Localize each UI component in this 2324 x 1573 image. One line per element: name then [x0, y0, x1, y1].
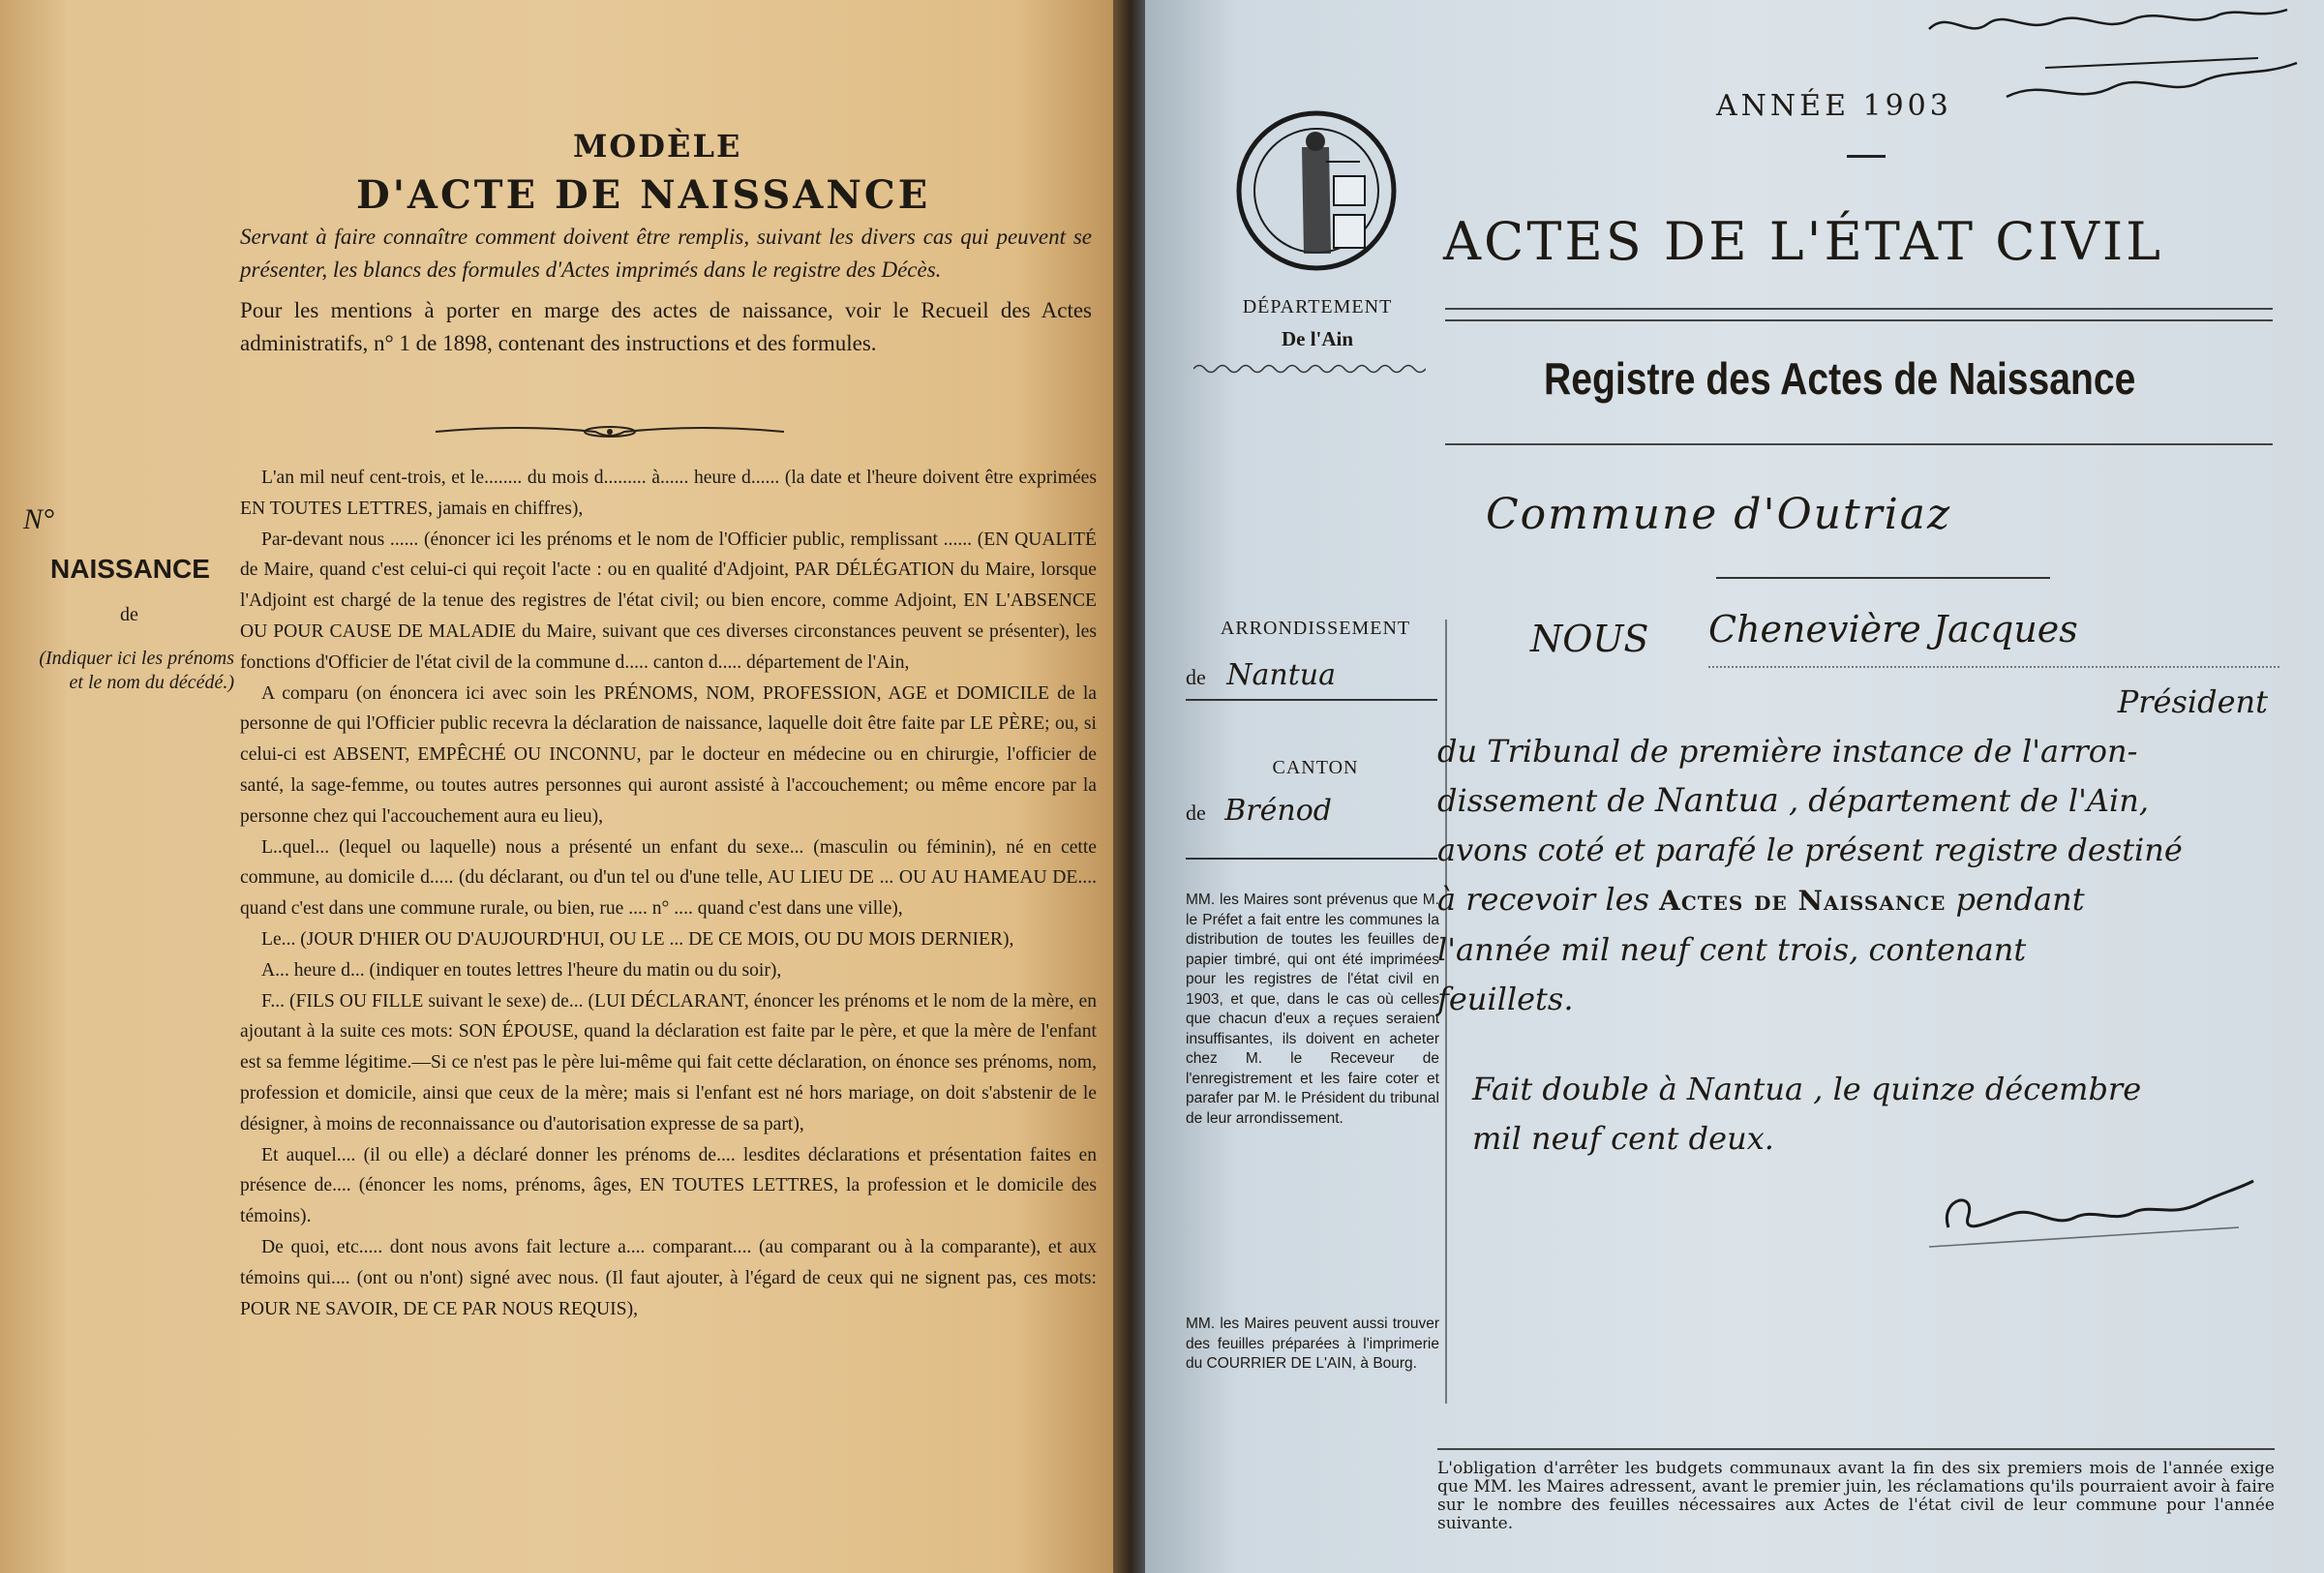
arrondissement-value: Nantua — [1226, 658, 1336, 692]
model-paragraph: L'an mil neuf cent-trois, et le........ du mois d......... à...... heure d...... (la date et l'heure doivent être exprimées EN TOUTES LETTRES, jamais en chiffres), — [240, 468, 1097, 519]
right-page — [1145, 0, 2324, 1573]
divider — [1445, 443, 2273, 445]
body-text: , département de l'Ain, — [1788, 782, 2150, 819]
top-handwritten-annotation — [1910, 0, 2316, 145]
footer-note: L'obligation d'arrêter les budgets communaux avant la fin des six premiers mois de l'année exige que MM. les Maires adressent, avant le premier juin, les réclamations qu'ils pourraient avoir à faire sur le nombre des feuilles nécessaires aux Actes de l'état civil de leur commune pour l'année suivante. — [1437, 1459, 2275, 1533]
main-title: ACTES DE L'ÉTAT CIVIL — [1443, 211, 2164, 272]
body-handwritten: Nantua — [1655, 781, 1779, 820]
model-paragraph: Et auquel.... (il ou elle) a déclaré donner les prénoms de.... lesdites déclarations et présentation faites en présence de.... (énoncer les noms, prénoms, âges, EN TOUTES LETTRES, la profession et le domicile des témoins). — [240, 1144, 1097, 1227]
margin-de-label: de — [120, 604, 138, 625]
arrondissement-field — [1186, 658, 1447, 692]
wave-divider-icon — [1193, 362, 1426, 376]
intro-paragraph-2: Pour les mentions à porter en marge des actes de naissance, voir le Recueil des Actes administratifs, n° 1 de 1898, contenant des instructions et des formules. — [240, 298, 1092, 355]
margin-naissance-label: NAISSANCE — [50, 554, 210, 584]
president-line: Président — [2117, 683, 2268, 720]
commune-name: Commune d'Outriaz — [1486, 490, 1952, 539]
arrondissement-label: ARRONDISSEMENT — [1220, 618, 1411, 639]
margin-instruction: (Indiquer ici les prénoms et le nom du décédé.) — [39, 648, 234, 693]
model-paragraph: Le... (JOUR D'HIER OU D'AUJOURD'HUI, OU LE ... DE CE MOIS, OU DU MOIS DERNIER), — [261, 928, 1014, 950]
model-title-line1: MODÈLE — [573, 128, 742, 165]
divider — [1186, 699, 1437, 701]
divider — [1186, 858, 1437, 860]
canton-value: Brénod — [1224, 794, 1332, 828]
model-paragraph: Par-devant nous ...... (énoncer ici les prénoms et le nom de l'Officier public, remplissant ...... (EN QUALITÉ de Maire, quand c'est celui-ci qui reçoit l'acte : ou en qualité d'Adjoint, PAR DÉLÉGATION du Maire, lorsque l'Adjoint est chargé de la tenue des registres de l'état civil; ou bien encore, comme Adjoint, EN L'ABSENCE OU POUR CAUSE DE MALADIE du Maire, suivant que ces diverses circonstances peuvent se présenter), les fonctions d'Officier de l'état civil de la commune d..... canton d..... département de l'Ain, — [240, 529, 1097, 673]
divider — [1847, 155, 1886, 158]
fait-place: Nantua — [1686, 1071, 1804, 1107]
divider — [1445, 319, 2273, 321]
nous-value: Chenevière Jacques — [1708, 608, 2078, 650]
body-text: dissement de — [1437, 782, 1645, 819]
maires-note-1: MM. les Maires sont prévenus que M. le Préfet a fait entre les communes la distribution de toutes les feuilles de papier timbré, qui ont été imprimées pour les registres de l'état civil en 1903, et que, dans le cas où celles que chacun d'eux a reçues seraient insuffisantes, ils doivent en acheter chez M. le Receveur de l'enregistrement et les faire coter et parafer par M. le Président du tribunal de leur arrondissement. — [1186, 892, 1439, 1127]
body-smallcaps: Actes de Naissance — [1659, 885, 1947, 917]
president-signature — [1910, 1160, 2258, 1256]
fait-date: , le quinze décembre — [1813, 1071, 2142, 1107]
year-heading: ANNÉE 1903 — [1716, 89, 1952, 123]
divider — [1437, 1448, 2275, 1450]
divider — [1716, 577, 2050, 579]
departement-label: DÉPARTEMENT — [1242, 296, 1393, 318]
body-text: pendant — [1955, 881, 2085, 918]
divider — [1708, 666, 2279, 668]
model-paragraph: De quoi, etc..... dont nous avons fait lecture a.... comparant.... (au comparant ou à la comparante), et aux témoins qui.... (ont ou n'ont) signé avec nous. (Il faut ajouter, à l'égard de ceux qui ne signent pas, ces mots: POUR NE SAVOIR, DE CE PAR NOUS REQUIS), — [240, 1236, 1097, 1319]
body-line: feuillets. — [1437, 981, 1574, 1017]
canton-label: CANTON — [1272, 757, 1359, 778]
fait-double-block — [1472, 1065, 2268, 1164]
registre-body — [1437, 678, 2268, 1024]
body-line: avons coté et parafé le présent registre destiné — [1437, 832, 2183, 868]
canton-field — [1186, 794, 1447, 828]
left-page — [0, 0, 1128, 1573]
body-line-4 — [1437, 875, 2268, 925]
body-line: du Tribunal de première instance de l'arron- — [1437, 733, 2138, 770]
registre-title: Registre des Actes de Naissance — [1544, 353, 2136, 404]
margin-number-label: N° — [23, 503, 55, 535]
model-paragraph: A... heure d... (indiquer en toutes lettres l'heure du matin ou du soir), — [261, 959, 782, 981]
model-body — [240, 463, 1097, 1324]
body-line: l'année mil neuf cent trois, contenant — [1437, 931, 2027, 968]
arrondissement-prefix: de — [1186, 665, 1206, 689]
departement-value: De l'Ain — [1281, 327, 1354, 350]
fait-text: Fait double à — [1472, 1071, 1677, 1107]
body-line-2 — [1437, 776, 2268, 826]
fait-year: mil neuf cent deux. — [1472, 1120, 1774, 1157]
divider — [1445, 308, 2273, 310]
ornament-divider-icon — [431, 422, 789, 441]
model-paragraph: F... (FILS OU FILLE suivant le sexe) de... (LUI DÉCLARANT, énoncer les prénoms et le nom de la mère, en ajoutant à la suite ces mots: SON ÉPOUSE, quand la déclaration est faite par le père, et que la mère de l'enfant est sa femme légitime.—Si ce n'est pas le père lui-même qui fait cette déclaration, on énonce ses prénoms, nom, profession et domicile, ainsi que ceux de la mère; mais si l'enfant est né hors mariage, on doit s'abstenir de le désigner, à moins de reconnaissance ou d'autorisation expresse de sa part), — [240, 990, 1097, 1134]
intro-paragraph-1: Servant à faire connaître comment doivent être remplis, suivant les divers cas qui peuvent se présenter, les blancs des formules d'Actes imprimés dans le registre des Décès. — [240, 225, 1092, 282]
model-title-line2: D'ACTE DE NAISSANCE — [356, 172, 931, 218]
model-paragraph: A comparu (on énoncera ici avec soin les PRÉNOMS, NOM, PROFESSION, AGE et DOMICILE de la personne de qui l'Officier public recevra la déclaration de naissance, laquelle doit être faite par LE PÈRE; ou, si celui-ci est ABSENT, EMPÊCHÉ OU INCONNU, par le docteur en médecine ou en chirurgie, l'officier de santé, la sage-femme, ou toutes autres personnes qui auront assisté à l'accouchement; ou même encore par la personne chez qui l'accouchement aura eu lieu), — [240, 682, 1097, 827]
model-paragraph: L..quel... (lequel ou laquelle) nous a présenté un enfant du sexe... (masculin ou féminin), né en cette commune, au domicile d..... (du déclarant, ou d'un tel ou d'une telle, AU LIEU DE ... OU AU HAMEAU DE.... quand c'est dans une commune rurale, ou bien, rue .... n° .... quand c'est dans une ville), — [240, 836, 1097, 920]
republique-francaise-seal-icon — [1234, 108, 1399, 273]
maires-note-2: MM. les Maires peuvent aussi trouver des feuilles préparées à l'imprimerie du COURRIER DE L'AIN, à Bourg. — [1186, 1316, 1439, 1372]
body-text: à recevoir les — [1437, 881, 1649, 918]
model-intro — [240, 221, 1092, 368]
canton-prefix: de — [1186, 801, 1206, 825]
nous-label: NOUS — [1530, 618, 1649, 660]
